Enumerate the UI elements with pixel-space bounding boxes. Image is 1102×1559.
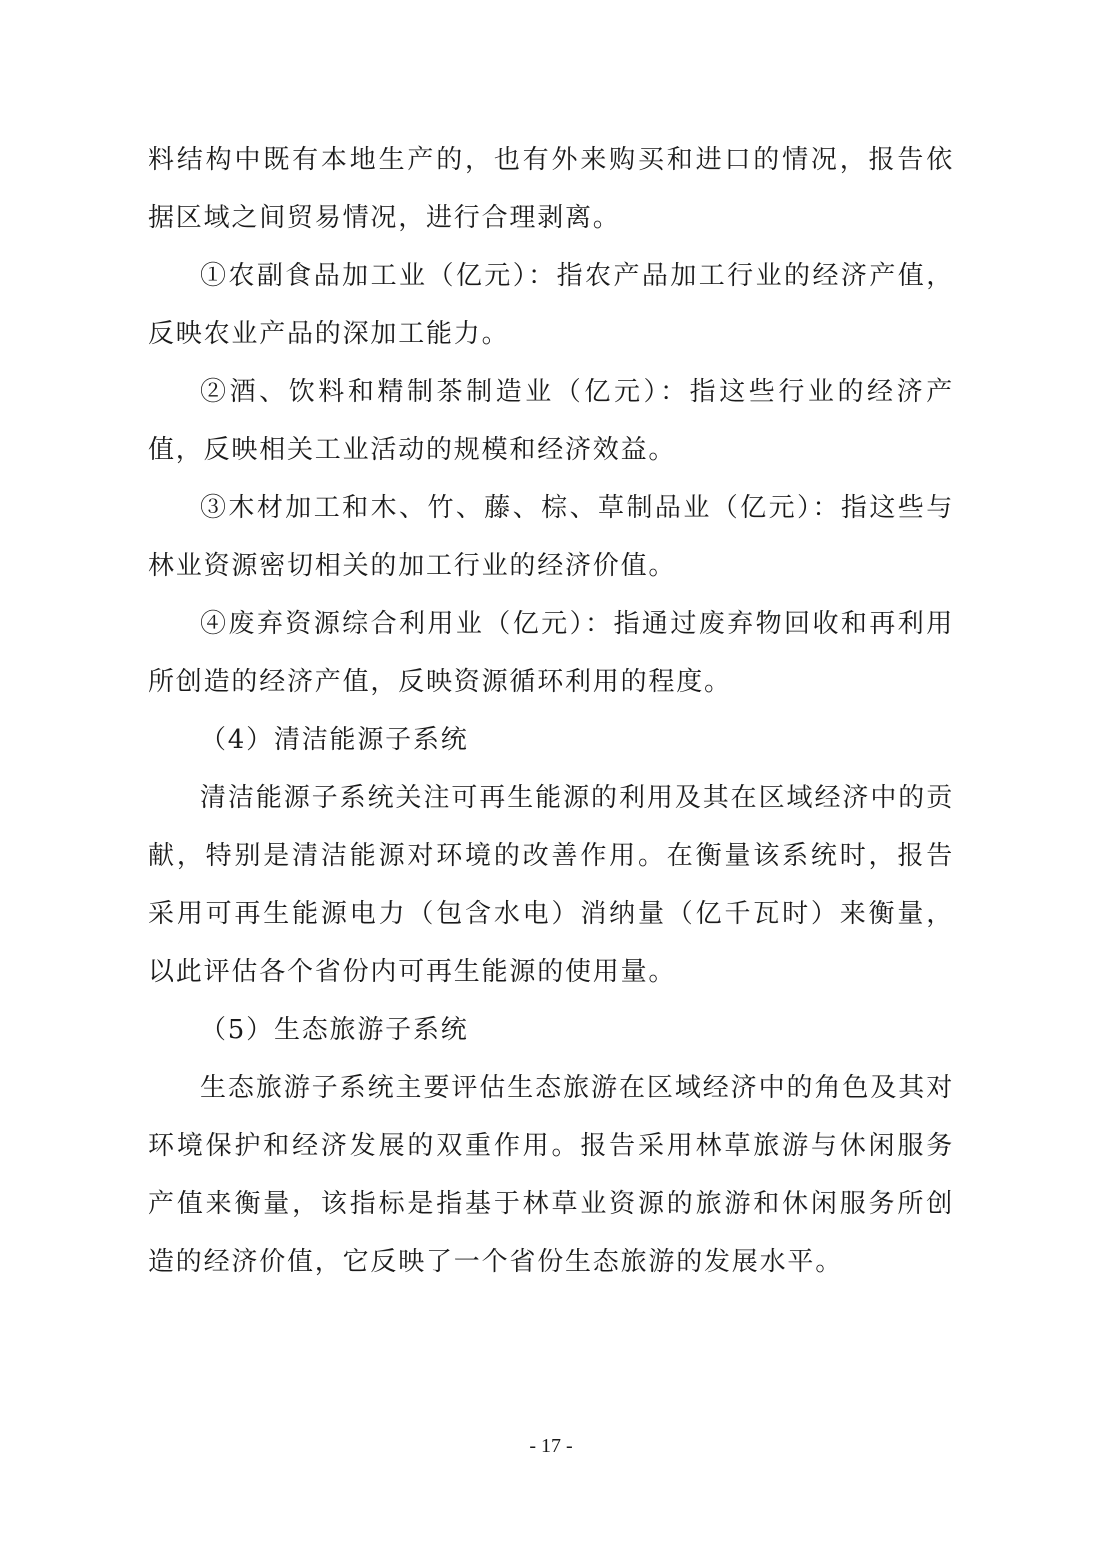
section-heading-clean-energy: （4）清洁能源子系统 [200,725,469,755]
paragraph-eco-tourism: 生态旅游子系统主要评估生态旅游在区域经济中的角色及其对环境保护和经济发展的双重作用。报告采用林草旅游与休闲服务产值来衡量，该指标是指基于林草业资源的旅游和休闲服务所创造的经济价值，它反映了一个省份生态旅游的发展水平。 [148,1073,954,1277]
page-number: - 17 - [529,1435,573,1457]
paragraph-clean-energy: 清洁能源子系统关注可再生能源的利用及其在区域经济中的贡献，特别是清洁能源对环境的改善作用。在衡量该系统时，报告采用可再生能源电力（包含水电）消纳量（亿千瓦时）来衡量，以此评估各个省份内可再生能源的使用量。 [148,783,954,987]
list-item-beverage-manufacturing: ②酒、饮料和精制茶制造业（亿元）：指这些行业的经济产值，反映相关工业活动的规模和经济效益。 [148,377,954,465]
section-heading-eco-tourism: （5）生态旅游子系统 [200,1015,469,1045]
list-item-wood-processing: ③木材加工和木、竹、藤、棕、草制品业（亿元）：指这些与林业资源密切相关的加工行业的经济价值。 [148,493,954,581]
document-body [148,131,954,1291]
paragraph-continuation: 料结构中既有本地生产的，也有外来购买和进口的情况，报告依据区域之间贸易情况，进行合理剥离。 [148,145,954,233]
list-item-agricultural-processing: ①农副食品加工业（亿元）：指农产品加工行业的经济产值，反映农业产品的深加工能力。 [148,261,954,349]
list-item-waste-recycling: ④废弃资源综合利用业（亿元）：指通过废弃物回收和再利用所创造的经济产值，反映资源循环利用的程度。 [148,609,954,697]
